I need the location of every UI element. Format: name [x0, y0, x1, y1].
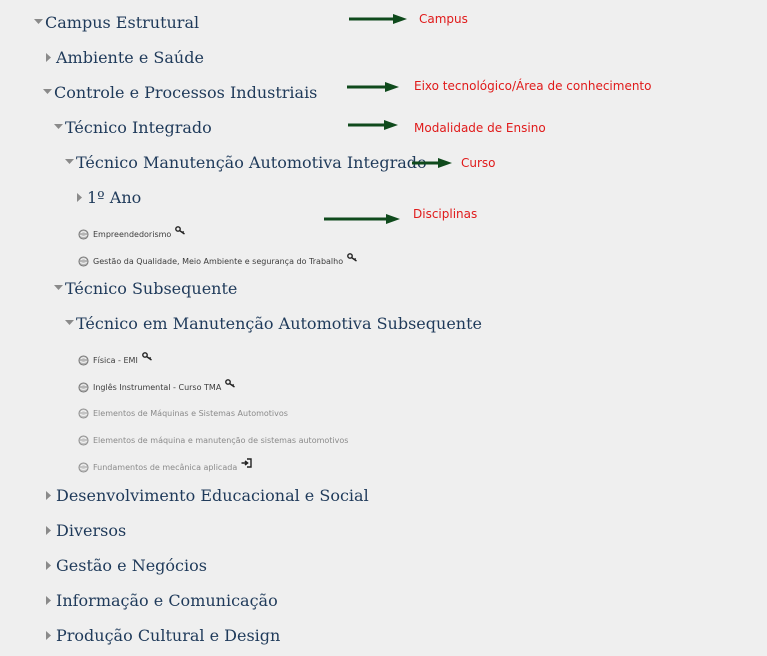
tree-node-label[interactable]: Diversos	[56, 520, 127, 540]
course-link[interactable]: Física - EMI	[93, 355, 138, 365]
key-icon	[175, 226, 186, 235]
tree-node-ambiente[interactable]	[44, 44, 204, 70]
course-link[interactable]: Gestão da Qualidade, Meio Ambiente e segurança do Trabalho	[93, 256, 344, 266]
course-item-fundamentos[interactable]	[78, 459, 252, 475]
tree-node-gestao[interactable]	[44, 552, 207, 578]
course-link[interactable]: Fundamentos de mecânica aplicada	[93, 462, 238, 472]
tree-node-informacao[interactable]	[44, 587, 278, 613]
course-globe-icon	[78, 435, 89, 446]
caret-right-icon[interactable]	[75, 192, 85, 202]
course-globe-icon	[78, 408, 89, 419]
caret-right-icon[interactable]	[44, 595, 54, 605]
caret-down-icon[interactable]	[53, 283, 63, 293]
key-icon	[347, 253, 358, 262]
course-item-elementos-maquina-manutencao[interactable]	[78, 432, 348, 448]
course-link[interactable]: Inglês Instrumental - Curso TMA	[93, 382, 222, 392]
course-link[interactable]: Elementos de máquina e manutenção de sistemas automotivos	[93, 435, 349, 445]
caret-down-icon[interactable]	[64, 318, 74, 328]
tree-node-label[interactable]: Técnico Subsequente	[65, 278, 238, 298]
caret-right-icon[interactable]	[44, 490, 54, 500]
course-item-fisica[interactable]	[78, 352, 153, 368]
caret-right-icon[interactable]	[44, 560, 54, 570]
course-link[interactable]: Empreendedorismo	[93, 229, 172, 239]
tree-node-label[interactable]: Ambiente e Saúde	[56, 47, 204, 67]
annotation-arrow-modalidade	[346, 118, 400, 132]
tree-node-manutencao-subsequente[interactable]	[64, 310, 482, 336]
annotation-arrow-curso	[410, 156, 454, 170]
course-globe-icon	[78, 355, 89, 366]
tree-node-label[interactable]: 1º Ano	[87, 187, 142, 207]
tree-node-label[interactable]: Informação e Comunicação	[56, 590, 278, 610]
annotation-campus: Campus	[419, 12, 468, 26]
caret-right-icon[interactable]	[44, 630, 54, 640]
tree-node-diversos[interactable]	[44, 517, 126, 543]
course-item-gestao-qualidade[interactable]	[78, 253, 358, 269]
course-link[interactable]: Elementos de Máquinas e Sistemas Automotivos	[93, 408, 288, 418]
tree-node-label[interactable]: Gestão e Negócios	[56, 555, 207, 575]
tree-node-label[interactable]: Produção Cultural e Design	[56, 625, 281, 645]
caret-right-icon[interactable]	[44, 52, 54, 62]
tree-node-label[interactable]: Técnico Manutenção Automotiva Integrado	[76, 152, 427, 172]
course-globe-icon	[78, 382, 89, 393]
tree-node-manutencao-integrado[interactable]	[64, 149, 427, 175]
course-item-elementos-maquinas[interactable]	[78, 405, 288, 421]
key-icon	[142, 352, 153, 361]
tree-node-campus[interactable]	[33, 9, 199, 35]
tree-node-label[interactable]: Técnico em Manutenção Automotiva Subsequente	[76, 313, 482, 333]
tree-node-primeiro-ano[interactable]	[75, 184, 141, 210]
tree-node-label[interactable]: Campus Estrutural	[45, 12, 200, 32]
tree-node-producao[interactable]	[44, 622, 280, 648]
key-icon	[225, 379, 236, 388]
course-globe-icon	[78, 256, 89, 267]
tree-node-desenvolvimento[interactable]	[44, 482, 369, 508]
course-globe-icon	[78, 229, 89, 240]
tree-node-tecnico-integrado[interactable]	[53, 114, 212, 140]
caret-right-icon[interactable]	[44, 525, 54, 535]
annotation-arrow-disciplinas	[322, 212, 402, 226]
annotation-arrow-eixo	[345, 80, 401, 94]
caret-down-icon[interactable]	[42, 87, 52, 97]
course-globe-icon	[78, 462, 89, 473]
tree-node-label[interactable]: Técnico Integrado	[65, 117, 212, 137]
annotation-disciplinas: Disciplinas	[413, 207, 478, 221]
annotation-eixo: Eixo tecnológico/Área de conhecimento	[414, 79, 652, 93]
login-icon	[241, 458, 252, 468]
tree-node-label[interactable]: Controle e Processos Industriais	[54, 82, 318, 102]
tree-node-controle[interactable]	[42, 79, 317, 105]
caret-down-icon[interactable]	[53, 122, 63, 132]
annotation-modalidade: Modalidade de Ensino	[414, 121, 546, 135]
caret-down-icon[interactable]	[33, 17, 43, 27]
caret-down-icon[interactable]	[64, 157, 74, 167]
annotation-arrow-campus	[347, 12, 409, 26]
tree-node-label[interactable]: Desenvolvimento Educacional e Social	[56, 485, 369, 505]
annotation-curso: Curso	[461, 156, 496, 170]
course-item-empreendedorismo[interactable]	[78, 226, 186, 242]
tree-node-tecnico-subsequente[interactable]	[53, 275, 237, 301]
course-item-ingles[interactable]	[78, 379, 236, 395]
